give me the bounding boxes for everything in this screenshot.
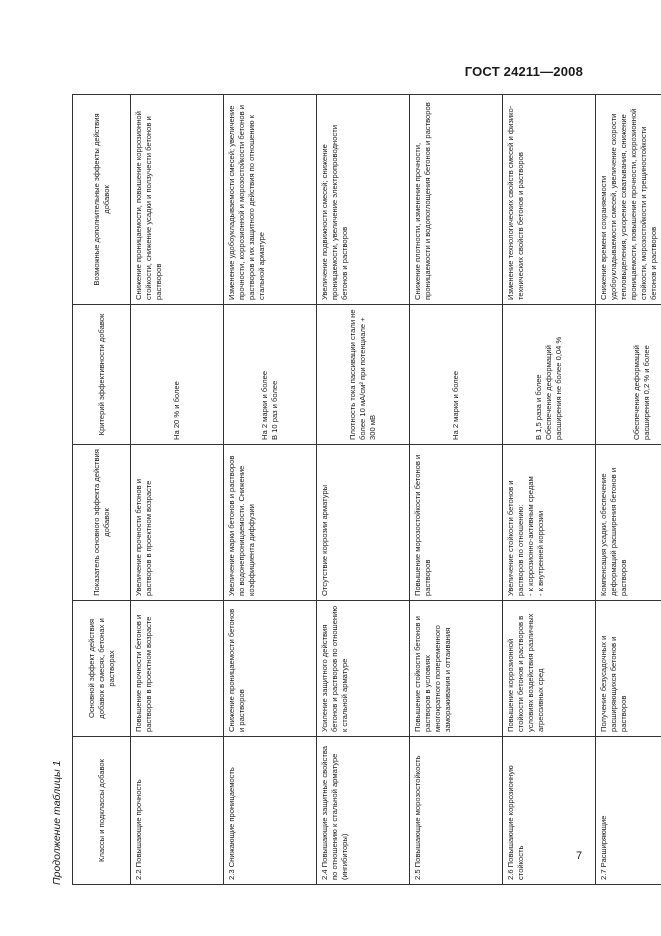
cell-main-effect: Снижение проницаемости бетонов и растворов (224, 601, 317, 737)
cell-class: 2.3 Снижающие проницаемость (224, 737, 317, 885)
criterion-line: Обеспечение деформаций расширения 0,2 % и более (632, 345, 651, 440)
indicator-text: Увеличение стойкости бетонов и растворов по отношению: - к коррозионно-активным средам - к внутренней коррозии (506, 476, 545, 596)
cell-criterion (131, 305, 224, 445)
cell-extra-effects: Снижение плотности, изменение прочности, проницаемости и водопоглощения бетонов и растворов (410, 95, 503, 305)
cell-main-effect: Получение безусадочных и расширяющихся бетонов и растворов (596, 601, 661, 737)
indicator-text: Увеличение прочности бетонов и растворов в проектном возрасте (134, 479, 153, 596)
table-row (410, 95, 503, 885)
indicator-text: Отсутствие коррозии арматуры (320, 484, 329, 596)
criterion-line: Плотность тока пассивации стали не более 10 мА/см² при потенциале + 300 мВ (348, 309, 377, 440)
cell-main-effect: Повышение коррозионной стойкости бетонов и растворов в условиях воздействия различных агрессивных сред (503, 601, 596, 737)
table-row (503, 95, 596, 885)
document-code: ГОСТ 24211—2008 (464, 64, 583, 79)
rotated-table-block (50, 85, 658, 885)
cell-indicator (503, 445, 596, 601)
cell-indicator (131, 445, 224, 601)
cell-extra-effects: Снижение времени сохраняемости удобоукладываемости смесей, увеличение скорости тепловыделения, ускорение схватывания, снижение проницаемости, повышение прочности, коррозионной стойкости, морозостойкости и трещиностойкости бетонов и растворов (596, 95, 661, 305)
header-extra-effects: Возможные дополнительные эффекты действия добавок (73, 95, 131, 305)
cell-main-effect: Усиление защитного действия бетонов и растворов по отношению к стальной арматуре (317, 601, 410, 737)
cell-criterion (503, 305, 596, 445)
criterion-line: На 2 марки и более (451, 370, 460, 440)
indicator-text: Повышение морозостойкости бетонов и растворов (413, 454, 432, 596)
table-header-row (73, 95, 131, 885)
cell-main-effect: Повышение прочности бетонов и растворов в проектном возрасте (131, 601, 224, 737)
page-number: 7 (576, 850, 583, 862)
cell-class: 2.6 Повышающие коррозионную стойкость (503, 737, 596, 885)
table-row (131, 95, 224, 885)
header-indicator: Показатель основного эффекта действия добавок (73, 445, 131, 601)
criterion-line: Обеспечение деформаций расширения не более 0,04 % (544, 336, 563, 440)
cell-class: 2.4 Повышающие защитные свойства по отношению к стальной арматуре (ингибиторы) (317, 737, 410, 885)
cell-indicator (410, 445, 503, 601)
table-row (317, 95, 410, 885)
indicator-text: Увеличение марки бетонов и растворов по водонепроницаемости. Снижение коэффициента диффузии (227, 455, 256, 596)
header-main-effect: Основной эффект действия добавок в смесях, бетонах и растворах (73, 601, 131, 737)
criterion-line: На 2 марки и более (260, 370, 269, 440)
cell-class: 2.2 Повышающие прочность (131, 737, 224, 885)
cell-indicator (596, 445, 661, 601)
cell-extra-effects: Снижение проницаемости, повышение коррозионной стойкости, снижение усадки и ползучести бетонов и растворов (131, 95, 224, 305)
table-row (596, 95, 661, 885)
criterion-line: В 10 раз и более (270, 380, 279, 440)
header-criterion: Критерий эффективности добавок (73, 305, 131, 445)
additives-table (72, 94, 661, 885)
header-classes: Классы и подклассы добавок (73, 737, 131, 885)
cell-criterion (224, 305, 317, 445)
cell-criterion (317, 305, 410, 445)
criterion-line: На 20 % и более (172, 381, 181, 440)
cell-indicator (224, 445, 317, 601)
cell-extra-effects: Изменение технологических свойств смесей и физико-технических свойств бетонов и растворов (503, 95, 596, 305)
cell-extra-effects: Увеличение подвижности смесей; снижение проницаемости, увеличение электропроводности бетонов и растворов (317, 95, 410, 305)
cell-main-effect: Повышение стойкости бетонов и растворов в условиях многократного попеременного замораживания и оттаивания (410, 601, 503, 737)
criterion-line: В 1,5 раза и более (534, 374, 543, 440)
table-caption: Продолжение таблицы 1 (51, 760, 63, 885)
cell-class: 2.7 Расширяющие (596, 737, 661, 885)
cell-criterion (410, 305, 503, 445)
table-row (224, 95, 317, 885)
cell-criterion (596, 305, 661, 445)
cell-class: 2.5 Повышающие морозостойкость (410, 737, 503, 885)
cell-indicator (317, 445, 410, 601)
indicator-text: Компенсация усадки, обеспечение деформаций расширения бетонов и растворов (599, 467, 628, 596)
cell-extra-effects: Изменение удобоукладываемости смесей; увеличение прочности, коррозионной и морозостойкости бетонов и растворов и их защитного действия по отношению к стальной арматуре (224, 95, 317, 305)
